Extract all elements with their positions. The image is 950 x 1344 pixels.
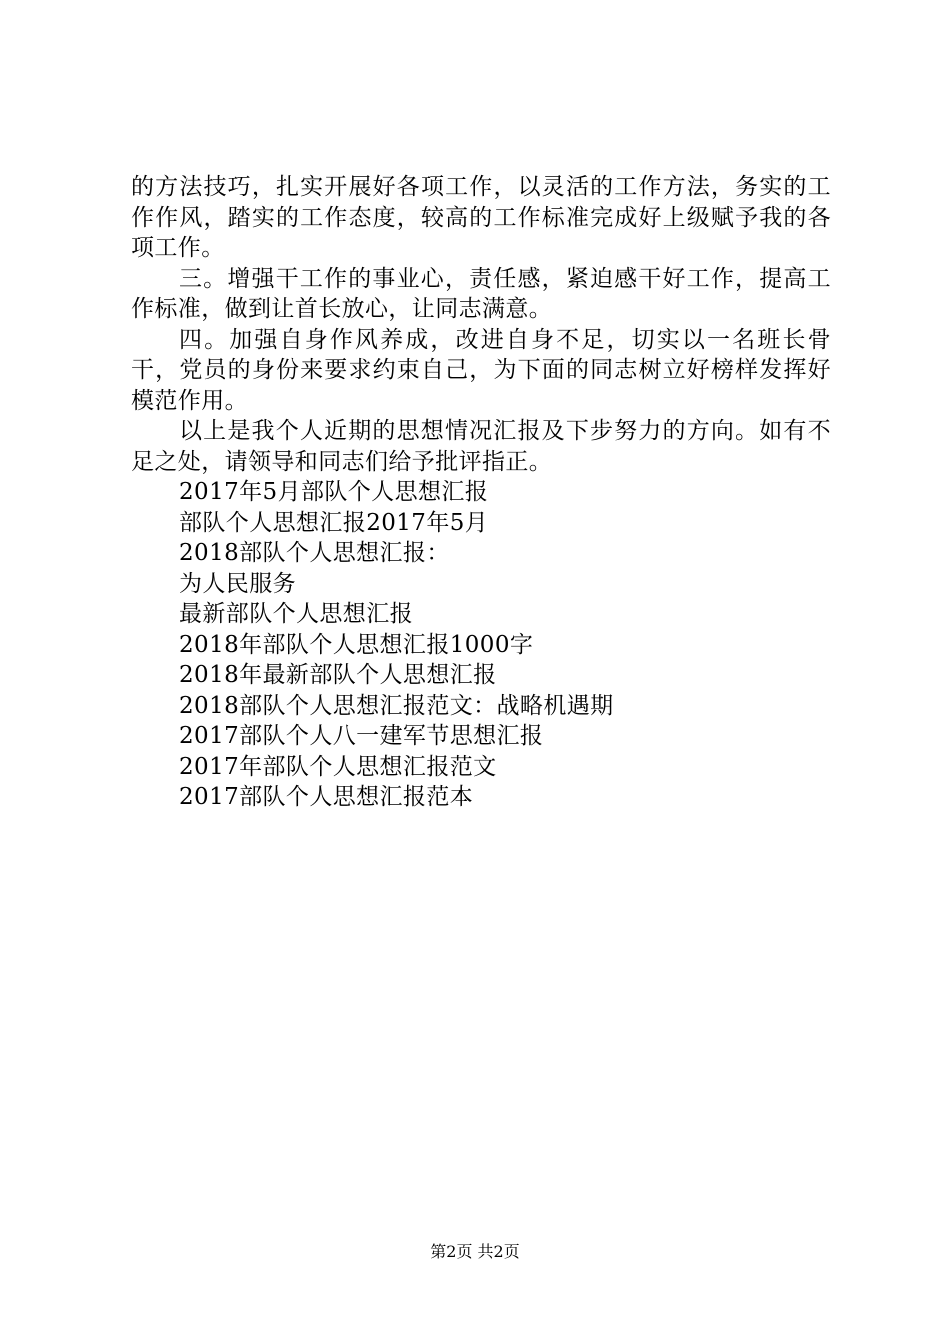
related-title: 最新部队个人思想汇报 bbox=[179, 601, 413, 627]
document-body bbox=[131, 172, 831, 813]
page-footer: 第2页 共2页 bbox=[430, 1242, 520, 1261]
related-title: 2018年最新部队个人思想汇报 bbox=[179, 662, 497, 688]
related-title: 2017部队个人思想汇报范本 bbox=[179, 784, 474, 810]
related-title: 2018年部队个人思想汇报1000字 bbox=[179, 631, 534, 658]
related-title: 2017年5月部队个人思想汇报 bbox=[179, 479, 489, 505]
related-title: 2018部队个人思想汇报： bbox=[179, 540, 450, 566]
paragraph-point-three: 三。增强干工作的事业心，责任感，紧迫感干好工作，提高工作标准，做到让首长放心，让同志满意。 bbox=[131, 265, 831, 322]
paragraph-continuation: 的方法技巧，扎实开展好各项工作，以灵活的工作方法，务实的工作作风，踏实的工作态度，较高的工作标准完成好上级赋予我的各项工作。 bbox=[131, 174, 831, 261]
related-titles-list bbox=[131, 477, 831, 813]
related-title: 为人民服务 bbox=[179, 570, 296, 597]
related-title: 2017年部队个人思想汇报范文 bbox=[179, 753, 497, 780]
related-title: 部队个人思想汇报2017年5月 bbox=[179, 509, 489, 536]
paragraph-conclusion: 以上是我个人近期的思想情况汇报及下步努力的方向。如有不足之处，请领导和同志们给予批评指正。 bbox=[131, 418, 831, 475]
related-title: 2017部队个人八一建军节思想汇报 bbox=[179, 723, 544, 749]
related-title: 2018部队个人思想汇报范文：战略机遇期 bbox=[179, 692, 614, 719]
paragraph-point-four: 四。加强自身作风养成，改进自身不足，切实以一名班长骨干，党员的身份来要求约束自己，为下面的同志树立好榜样发挥好模范作用。 bbox=[131, 326, 831, 414]
